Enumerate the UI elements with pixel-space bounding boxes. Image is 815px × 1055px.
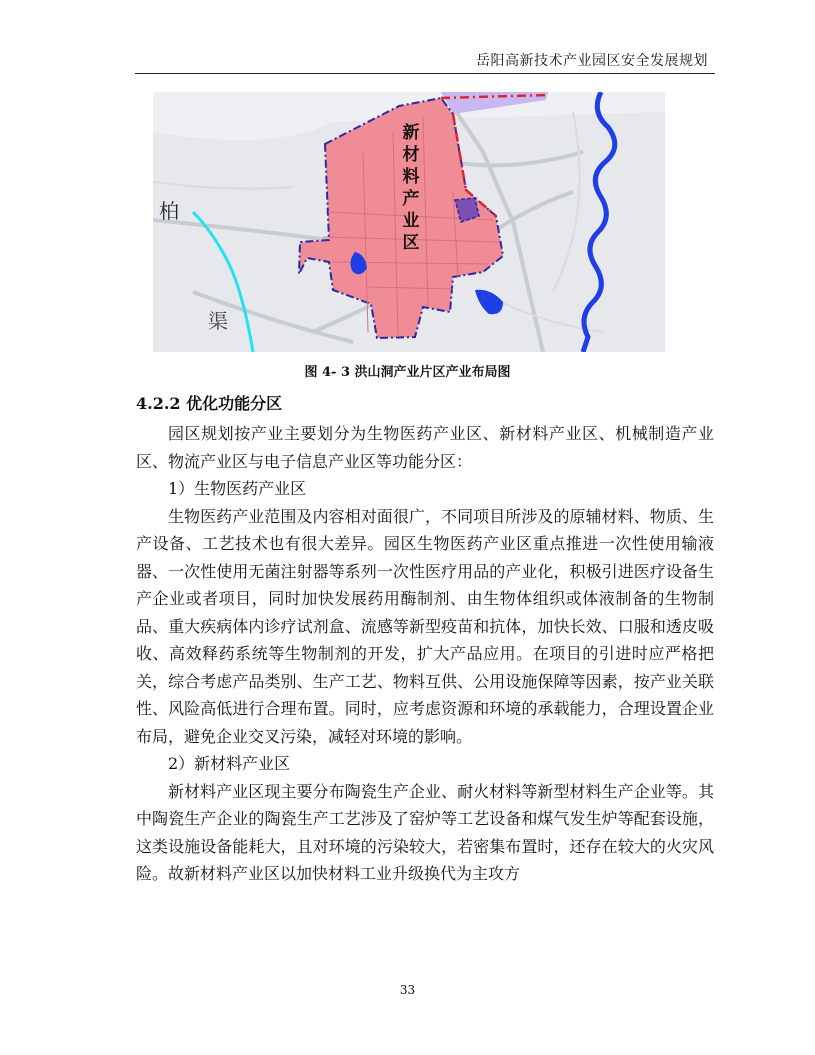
industrial-zone-map (153, 92, 665, 352)
paragraph-intro: 园区规划按产业主要划分为生物医药产业区、新材料产业区、机械制造产业区、物流产业区与电子信息产业区等功能分区： (136, 424, 714, 471)
page-number: 33 (399, 983, 416, 997)
zone-label-char: 新 (402, 123, 420, 143)
subheading-new-materials: 2）新材料产业区 (168, 754, 291, 773)
zone-label-char: 材 (402, 145, 420, 165)
map-svg (153, 92, 665, 352)
paragraph-new-materials: 新材料产业区现主要分布陶瓷生产企业、耐火材料等新型材料生产企业等。其中陶瓷生产企业的陶瓷生产工艺涉及了窑炉等工艺设备和煤气发生炉等配套设施，这类设施设备能耗大，且对环境的污染较大，若密集布置时，还存在较大的火灾风险。故新材料产业区以加快材料工业升级换代为主攻方 (136, 781, 714, 883)
header-title: 岳阳高新技术产业园区安全发展规划 (476, 53, 708, 69)
zone-label-char: 业 (402, 211, 420, 231)
header-rule (135, 73, 715, 74)
zone-label-char: 料 (402, 167, 420, 187)
zone-label-char: 产 (402, 189, 420, 209)
place-label-qu: 渠 (208, 309, 228, 333)
section-heading: 4.2.2 优化功能分区 (136, 394, 283, 413)
subheading-biomedicine: 1）生物医药产业区 (168, 479, 307, 498)
place-label-bai: 柏 (159, 199, 179, 223)
zone-label-char: 区 (402, 233, 420, 253)
body-text (136, 420, 714, 888)
paragraph-biomedicine: 生物医药产业范围及内容相对面很广，不同项目所涉及的原辅材料、物质、生产设备、工艺技术也有很大差异。园区生物医药产业区重点推进一次性使用输液器、一次性使用无菌注射器等系列一次性医疗用品的产业化，积极引进医疗设备生产企业或者项目，同时加快发展药用酶制剂、由生物体组织或体液制备的生物制品、重大疾病体内诊疗试剂盒、流感等新型疫苗和抗体，加快长效、口服和透皮吸收、高效释药系统等生物制剂的开发，扩大产品应用。在项目的引进时应严格把关，综合考虑产品类别、生产工艺、物料互供、公用设施保障等因素，按产业关联性、风险高低进行合理布置。同时，应考虑资源和环境的承载能力，合理设置企业布局，避免企业交叉污染，减轻对环境的影响。 (136, 506, 714, 746)
figure-caption: 图 4- 3 洪山洞产业片区产业布局图 (304, 365, 511, 380)
